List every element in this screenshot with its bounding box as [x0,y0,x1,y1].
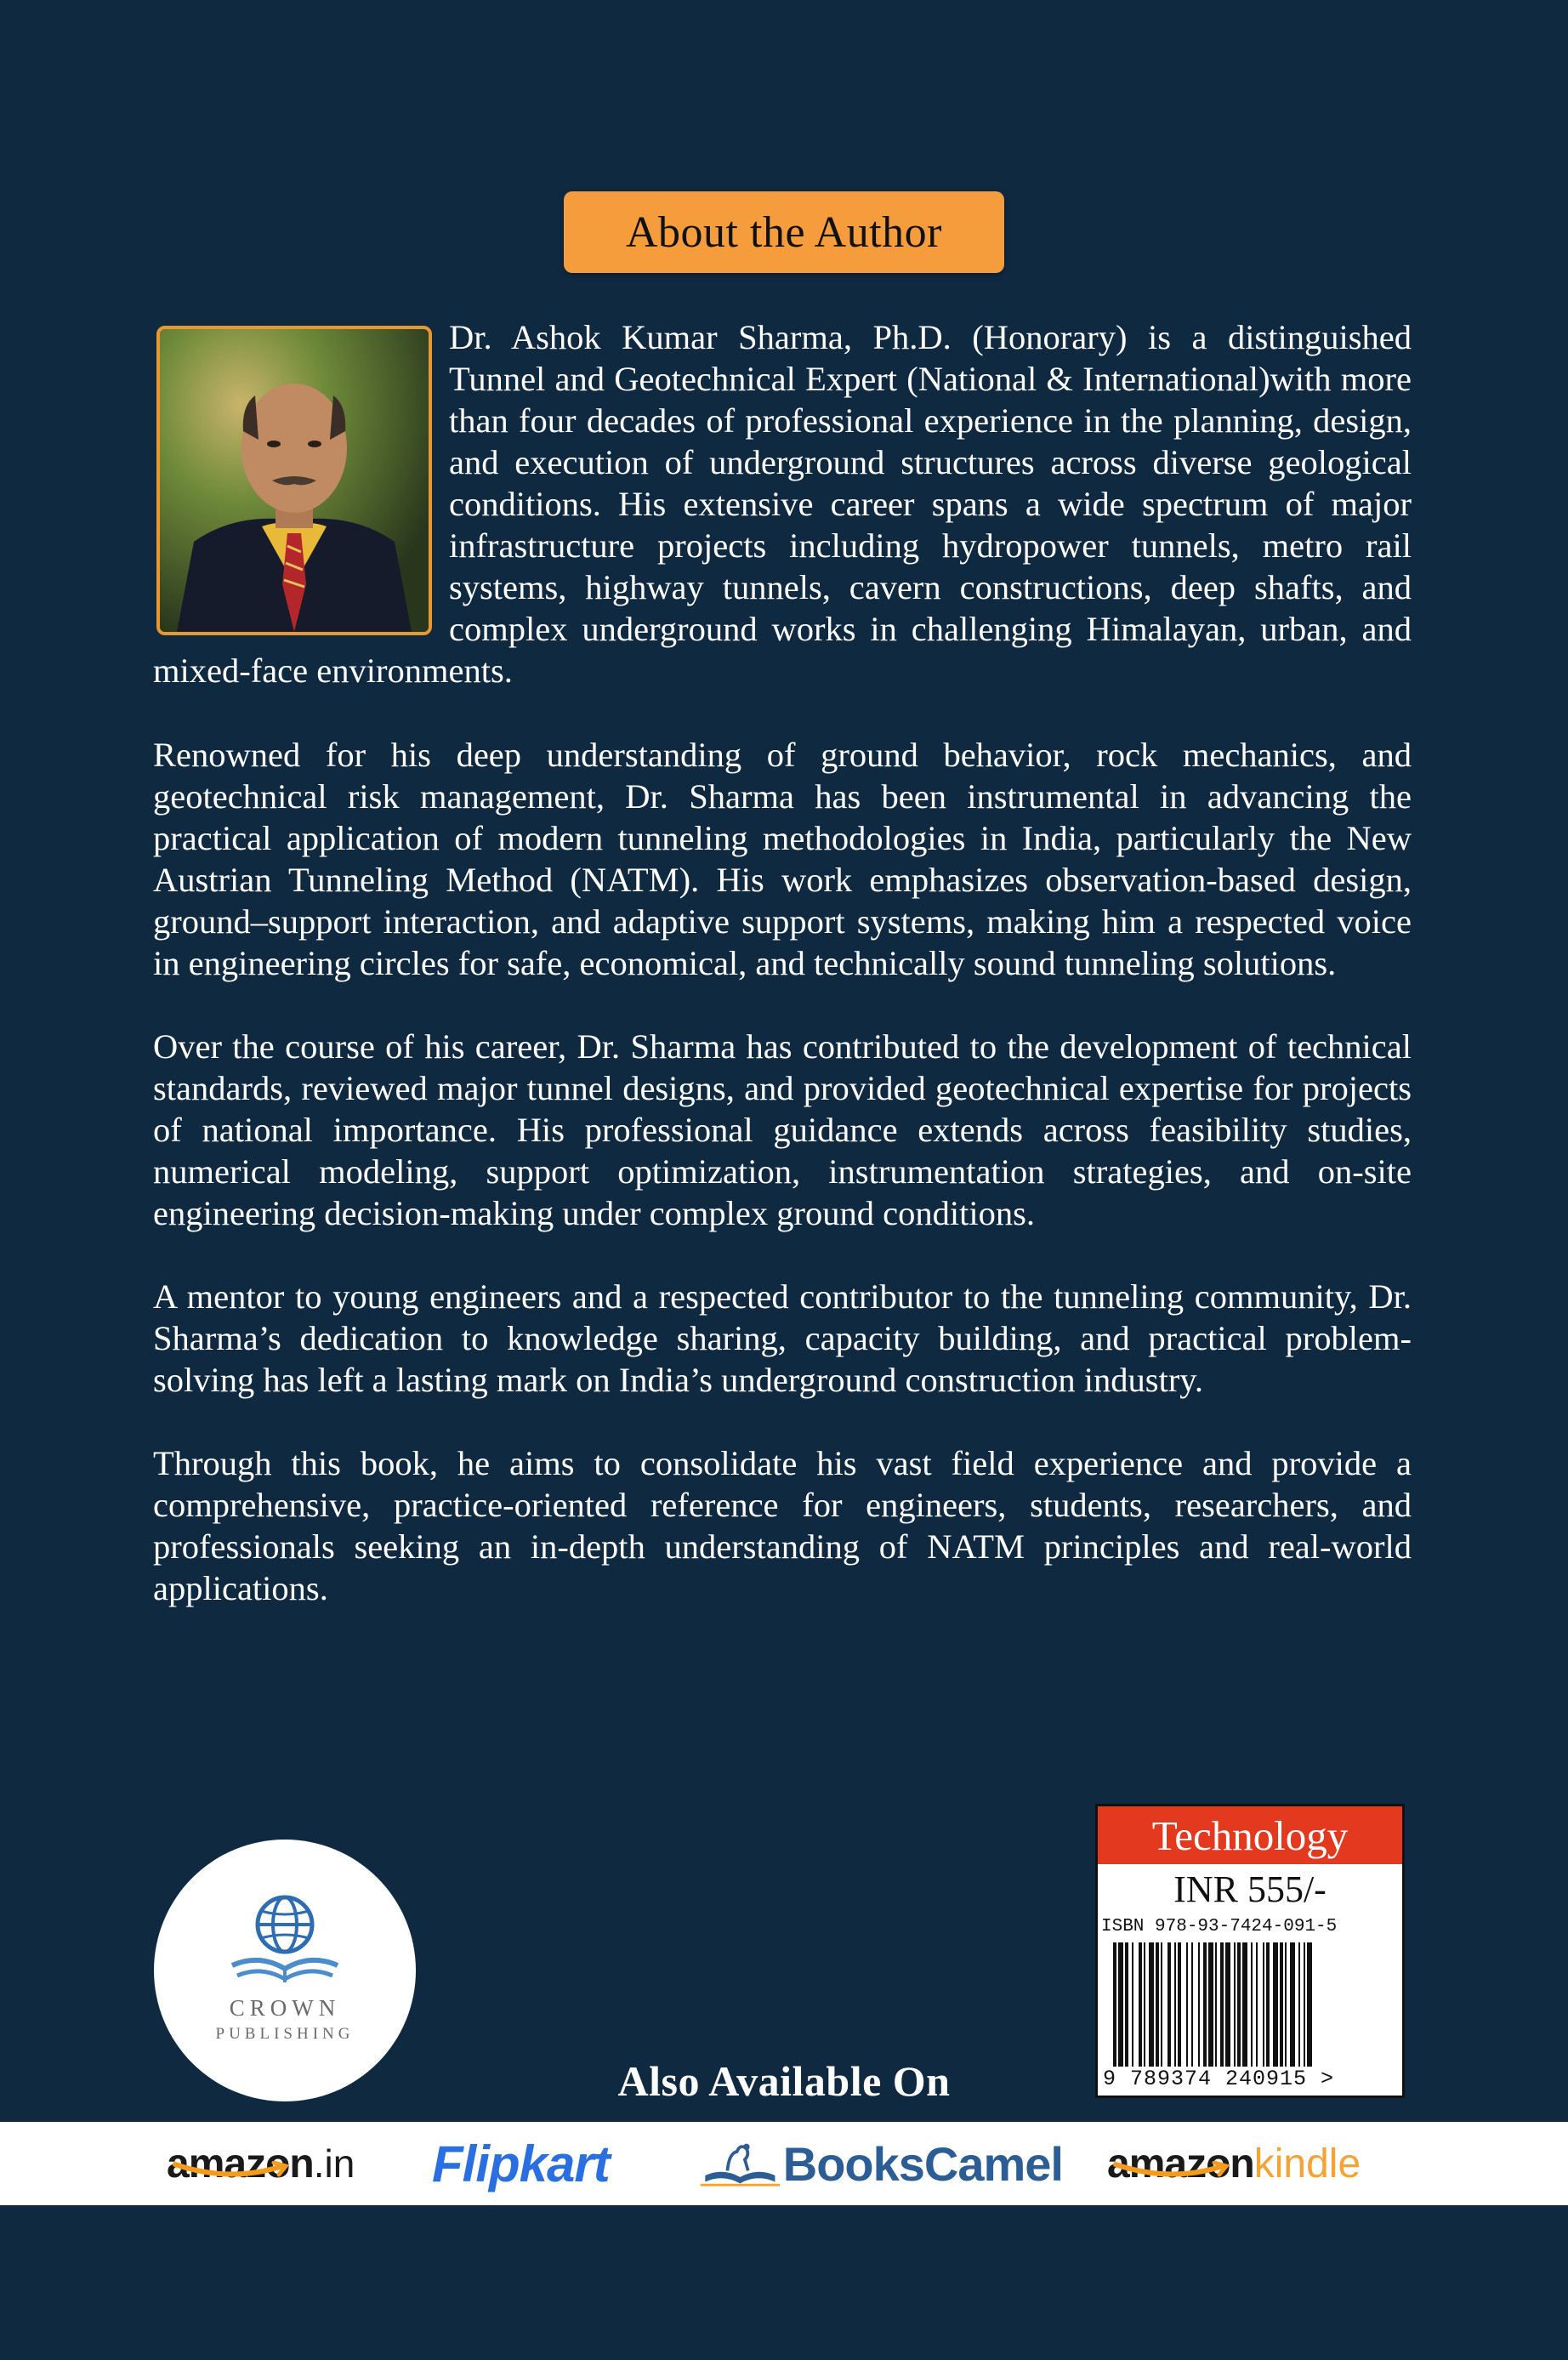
store-amazon-kindle[interactable] [1107,2122,1405,2205]
bookscamel-wordmark: BooksCamel [782,2136,1063,2191]
price-label: INR 555/- [1173,1868,1327,1910]
kindle-wordmark: kindle [1253,2141,1361,2187]
about-author-heading-box [564,191,1004,273]
store-logos-bar [0,2122,1568,2205]
barcode-bar [1174,1942,1176,2067]
barcode-bar [1307,1942,1312,2067]
barcode-bar [1225,1942,1230,2067]
kindle-smile-icon [1111,2161,1238,2181]
kindle-amazon-wordmark: amazon [1107,2141,1254,2187]
barcode-bar [1144,1942,1145,2067]
barcode-bar [1273,1942,1278,2067]
barcode-bar [1251,1942,1253,2067]
barcode-bar [1178,1942,1181,2067]
barcode-bar [1118,1942,1123,2067]
barcode-bar [1208,1942,1213,2067]
barcode-icon [1113,1942,1394,2067]
store-flipkart[interactable] [432,2122,645,2205]
price-barcode-box [1095,1804,1405,2098]
barcode-bar [1132,1942,1133,2067]
barcode-bar [1215,1942,1217,2067]
barcode-bar [1280,1942,1283,2067]
barcode-bar [1149,1942,1154,2067]
barcode-bar [1186,1942,1188,2067]
barcode-bar [1125,1942,1128,2067]
isbn-label: ISBN 978-93-7424-091-5 [1101,1917,1338,1936]
barcode-bar [1242,1942,1247,2067]
store-amazon-in[interactable] [167,2122,388,2205]
store-bookscamel[interactable] [697,2122,1063,2205]
barcode-bar [1191,1942,1193,2067]
bio-paragraph-5: Through this book, he aims to consolidate his vast field experience and provide a comprehensive, practice-oriented reference for engineers, students, researchers, and professionals seeking an in-depth understanding of NATM principles and real-world applications. [153,1444,1412,1607]
about-author-heading: About the Author [626,208,942,257]
barcode-bar [1161,1942,1162,2067]
bio-paragraph-3: Over the course of his career, Dr. Sharma has contributed to the development of technical standards, reviewed major tunnel designs, and provided geotechnical expertise for projects of national importance. His professional guidance extends across feasibility studies, numerical modeling, support optimization, instrumentation strategies, and on-site engineering decision-making under complex ground conditions. [153,1027,1412,1232]
barcode-bar [1290,1942,1295,2067]
barcode-bar [1237,1942,1241,2067]
barcode-bar [1298,1942,1300,2067]
barcode-bar [1156,1942,1159,2067]
also-available-heading: Also Available On [617,2057,951,2105]
category-band [1098,1806,1402,1864]
barcode-bar [1263,1942,1264,2067]
barcode-bar [1304,1942,1305,2067]
bio-paragraph-2: Renowned for his deep understanding of ground behavior, rock mechanics, and geotechnical risk management, Dr. Sharma has been instrumental in advancing the practical application of modern tunneling methodologies in India, particularly the New Austrian Tunneling Method (NATM). His work emphasizes observation-based design, ground–support interaction, and adaptive support systems, making him a respected voice in engineering circles for safe, economical, and technically sound tunneling solutions. [153,736,1412,982]
amazon-in-wordmark: amazon [167,2141,314,2187]
barcode-bar [1234,1942,1236,2067]
publisher-subtitle: PUBLISHING [215,2025,355,2043]
camel-book-icon [697,2134,783,2193]
barcode-bar [1285,1942,1287,2067]
barcode-bar [1198,1942,1200,2067]
amazon-smile-icon [170,2161,298,2181]
barcode-bar [1220,1942,1224,2067]
amazon-in-suffix: .in [313,2141,355,2186]
barcode-bar [1113,1942,1116,2067]
barcode-bar [1139,1942,1142,2067]
author-bio [153,316,1412,1651]
bio-paragraph-1: Dr. Ashok Kumar Sharma, Ph.D. (Honorary) is a distinguished Tunnel and Geotechnical Expert (National & International)with more than four decades of professional experience in the planning, design, and execution of underground structures across diverse geological conditions. His extensive career spans a wide spectrum of major infrastructure projects including hydropower tunnels, metro rail systems, highway tunnels, cavern constructions, deep shafts, and complex underground works in challenging Himalayan, urban, and mixed-face environments. [153,318,1412,690]
category-label: Technology [1151,1811,1349,1859]
photo-spacer [153,316,449,641]
barcode-bar [1167,1942,1171,2067]
barcode-bar [1203,1942,1207,2067]
bio-paragraph-4: A mentor to young engineers and a respected contributor to the tunneling community, Dr. Sharma’s dedication to knowledge sharing, capacity building, and practical problem-solving has left a lasting mark on India’s underground construction industry. [153,1277,1412,1399]
barcode-bar [1266,1942,1270,2067]
barcode-digits: 9 789374 240915 > [1103,2067,1335,2091]
flipkart-wordmark: Flipkart [432,2135,610,2192]
barcode-bar [1256,1942,1258,2067]
publisher-name: CROWN [229,1995,341,2021]
